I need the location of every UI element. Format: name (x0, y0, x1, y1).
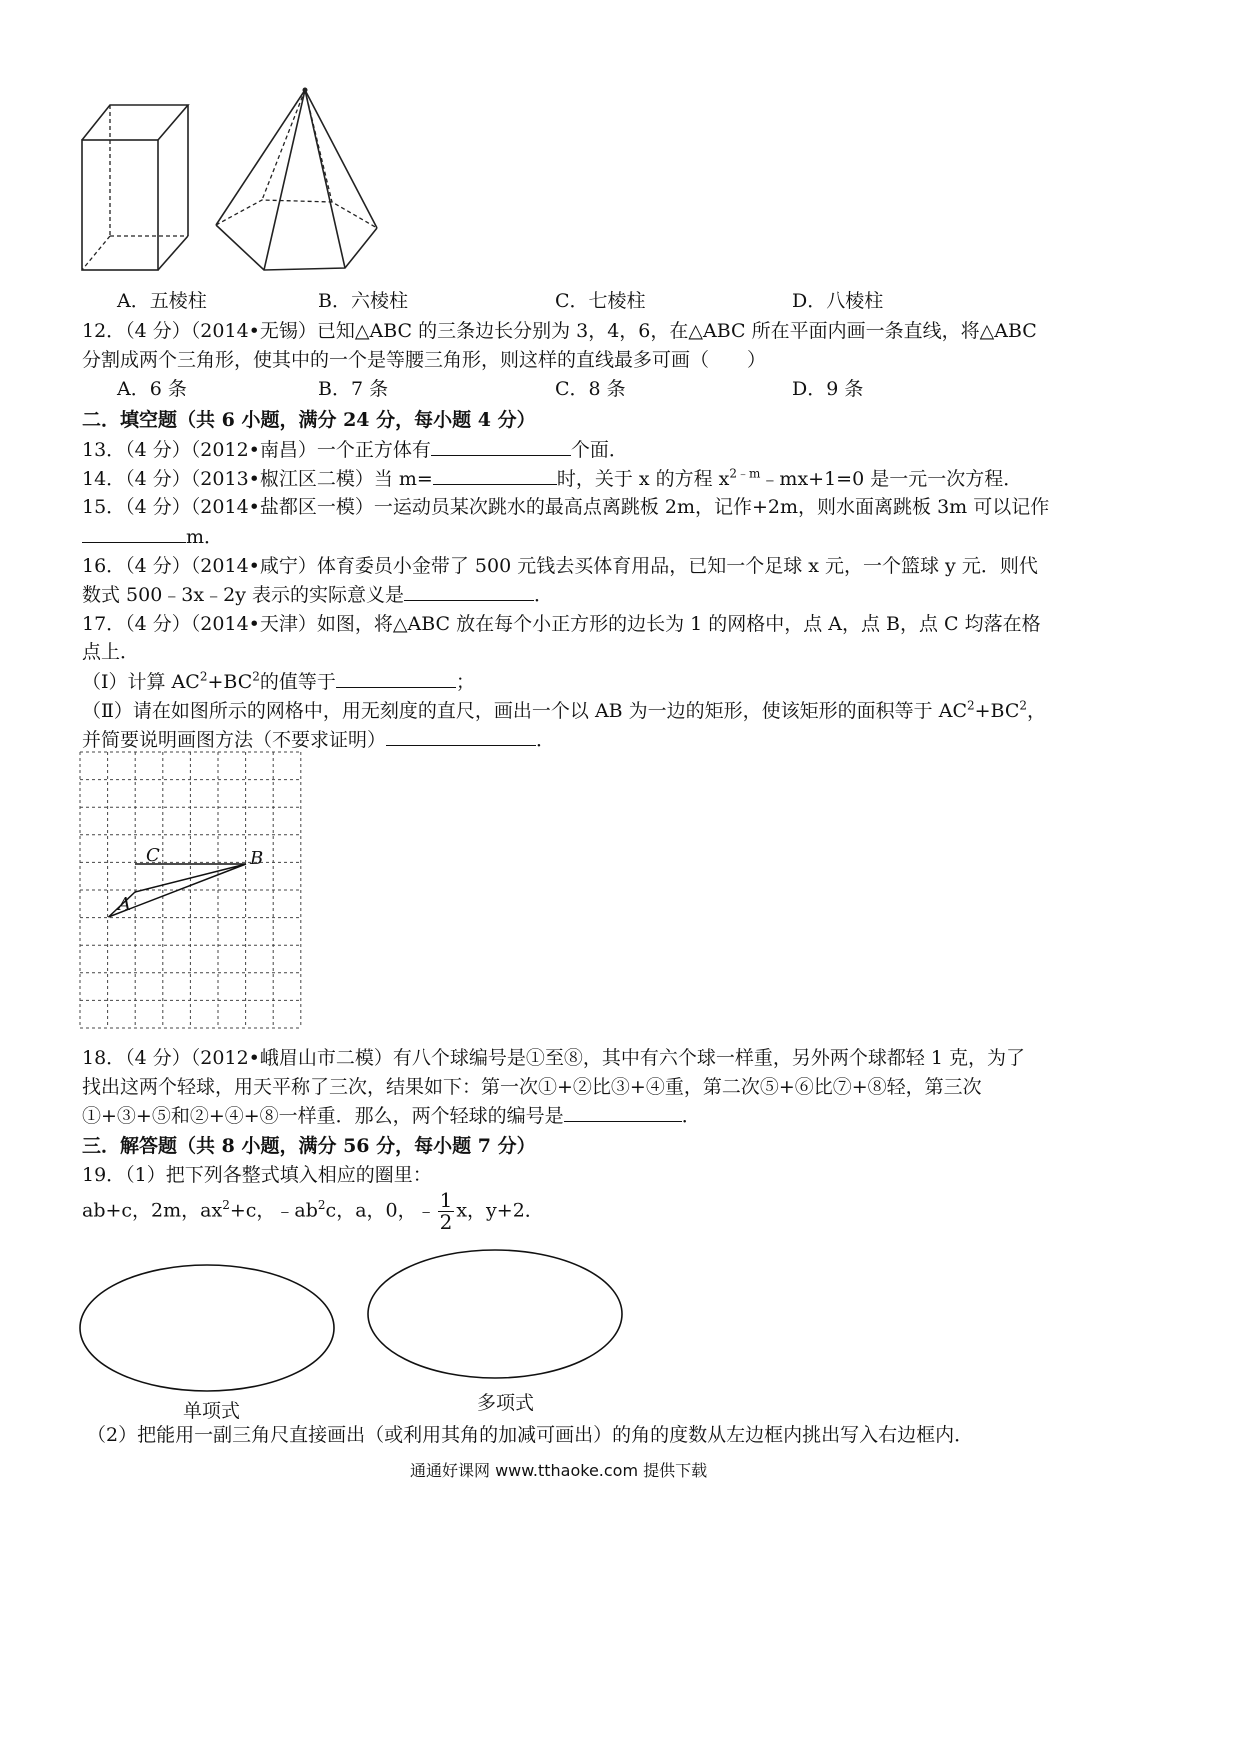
q18-line3-text: ①+③+⑤和②+④+⑧一样重．那么，两个轻球的编号是 (82, 1105, 564, 1127)
q15-line-1: 15．（4 分）（2014•盐都区一模）一运动员某次跳水的最高点离跳板 2m，记作+2m，则水面离跳板 3m 可以记作 (82, 496, 1050, 518)
q17-part2-text-mid: +BC (974, 700, 1020, 722)
q14-text-mid: 时，关于 x 的方程 x (556, 468, 730, 490)
q12-option-c: C．8 条 (555, 378, 626, 400)
q12-line-2: 分割成两个三角形，使其中的一个是等腰三角形，则这样的直线最多可画（ ） (82, 349, 767, 371)
q19-sup-a: 2 (222, 1198, 230, 1213)
q13-text-end: 个面． (570, 439, 628, 461)
fraction-numerator: 1 (439, 1188, 453, 1212)
q19-expr-a: ab+c，2m，ax (82, 1199, 223, 1222)
q17-line-1: 17．（4 分）（2014•天津）如图，将△ABC 放在每个小正方形的边长为 1 的网格中，点 A，点 B，点 C 均落在格 (82, 613, 1041, 635)
q17-part1-text: （Ⅰ）计算 AC (82, 671, 200, 693)
q19-sup-b: 2 (317, 1198, 326, 1213)
q19-line-1: 19．（1）把下列各整式填入相应的圈里： (82, 1164, 432, 1186)
q19-expr-b: +c，﹣ab (229, 1199, 318, 1222)
q11-option-d: D．八棱柱 (792, 290, 884, 312)
point-a-label: A (118, 894, 131, 915)
q17-part2-sup-a: 2 (966, 698, 975, 713)
q17-part1-sup-a: 2 (199, 669, 208, 684)
q17-part1-sup-b: 2 (252, 669, 260, 684)
q16-line-1: 16．（4 分）（2014•咸宁）体育委员小金带了 500 元钱去买体育用品，已知一个足球 x 元，一个篮球 y 元．则代 (82, 555, 1038, 577)
section-3-heading: 三．解答题（共 8 小题，满分 56 分，每小题 7 分） (82, 1135, 536, 1157)
q13-text: 13．（4 分）（2012•南昌）一个正方体有 (82, 439, 431, 461)
q12-option-d: D．9 条 (792, 378, 864, 400)
fraction-denominator: 2 (439, 1210, 453, 1234)
polynomial-label: 多项式 (477, 1392, 535, 1414)
q18-line-2: 找出这两个轻球，用天平称了三次，结果如下：第一次①+②比③+④重，第二次⑤+⑥比⑦+⑧轻，第三次 (82, 1076, 982, 1098)
q17-line-2: 点上． (82, 641, 140, 663)
point-b-label: B (250, 848, 264, 869)
q11-option-c: C．七棱柱 (555, 290, 646, 312)
q12-option-b: B．7 条 (318, 378, 389, 400)
q17-part2-line2-text: 并简要说明画图方法（不要求证明） (82, 729, 387, 751)
q17-part2-end: ． (536, 729, 556, 751)
q19-expr-d: x，y+2． (456, 1199, 544, 1222)
q16-text: 数式 500﹣3x﹣2y 表示的实际意义是 (82, 584, 404, 606)
monomial-oval (80, 1265, 334, 1391)
point-c-label: C (146, 845, 160, 866)
q14-text: 14．（4 分）（2013•椒江区二模）当 m= (82, 468, 433, 490)
q16-text-end: ． (533, 584, 553, 606)
q11-option-b: B．六棱柱 (318, 290, 408, 312)
q15-text-end: m． (186, 526, 224, 548)
q17-part2-text-end: ， (1027, 700, 1047, 722)
q17-part2-sup-b: 2 (1019, 698, 1028, 713)
q19-part-2: （2）把能用一副三角尺直接画出（或利用其角的加减可画出）的角的度数从左边框内挑出写入右边框内． (87, 1424, 974, 1446)
q12-option-a: A．6 条 (117, 378, 187, 400)
q12-line-1: 12．（4 分）（2014•无锡）已知△ABC 的三条边长分别为 3，4，6，在△ABC 所在平面内画一条直线，将△ABC (82, 320, 1037, 342)
page-footer: 通通好课网 www.tthaoke.com 提供下载 (410, 1461, 708, 1480)
q17-part1-text-mid: +BC (207, 671, 253, 693)
q17-part1-end: ； (455, 671, 475, 693)
q17-part2-text: （Ⅱ）请在如图所示的网格中，用无刻度的直尺，画出一个以 AB 为一边的矩形，使该矩形的面积等于 AC (82, 700, 967, 722)
monomial-label: 单项式 (183, 1400, 241, 1422)
section-2-heading: 二．填空题（共 6 小题，满分 24 分，每小题 4 分） (82, 409, 536, 431)
q18-line-1: 18．（4 分）（2012•峨眉山市二模）有八个球编号是①至⑧，其中有六个球一样重，另外两个球都轻 1 克，为了 (82, 1047, 1026, 1069)
q14-exponent: 2﹣m (729, 466, 761, 481)
q18-text-end: ． (681, 1105, 701, 1127)
q17-part1-text-post: 的值等于 (259, 671, 336, 693)
q11-option-a: A．五棱柱 (117, 290, 207, 312)
q14-text-end: ﹣mx+1=0 是一元一次方程． (760, 468, 1023, 490)
polynomial-oval (368, 1250, 622, 1378)
q19-expr-c: c，a，0，﹣ (325, 1199, 436, 1222)
